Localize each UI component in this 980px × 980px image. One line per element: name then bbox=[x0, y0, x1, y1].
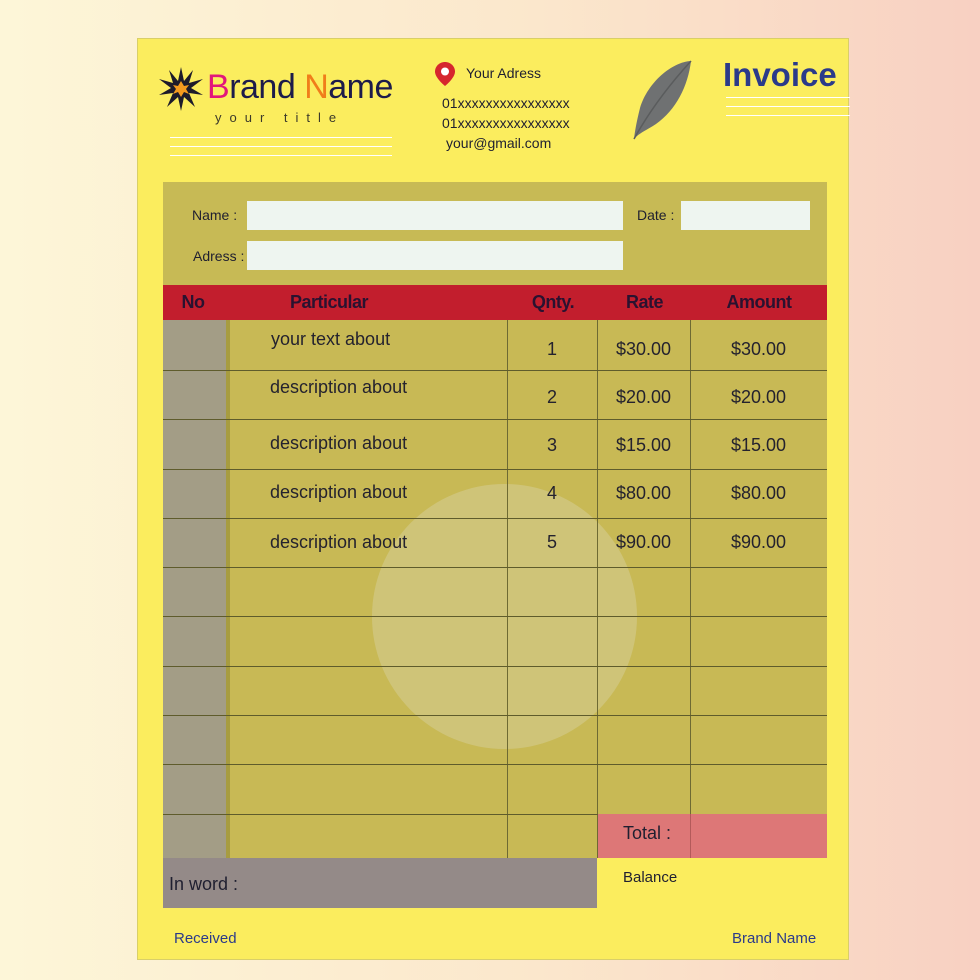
table-header-row bbox=[163, 285, 827, 320]
column-header-qty: Qnty. bbox=[531, 292, 575, 312]
row-5-rate: $90.00 bbox=[615, 532, 672, 552]
row-2-amount: $20.00 bbox=[730, 387, 787, 407]
brand-name-part2: ame bbox=[328, 68, 393, 106]
date-label: Date : bbox=[637, 207, 675, 223]
row-divider bbox=[163, 469, 827, 470]
divider bbox=[726, 106, 850, 107]
row-3-qty: 3 bbox=[546, 435, 557, 455]
row-divider bbox=[163, 715, 827, 716]
address-label: Adress : bbox=[193, 248, 245, 264]
divider bbox=[726, 115, 850, 116]
row-4-amount: $80.00 bbox=[730, 483, 787, 503]
company-email: your@gmail.com bbox=[446, 135, 552, 151]
row-5-amount: $90.00 bbox=[730, 532, 787, 552]
row-divider bbox=[163, 666, 827, 667]
row-divider bbox=[163, 764, 827, 765]
divider bbox=[170, 137, 392, 138]
total-label: Total : bbox=[623, 823, 672, 843]
row-3-particular: description about bbox=[270, 433, 408, 453]
address-field[interactable] bbox=[247, 241, 623, 270]
name-label: Name : bbox=[192, 207, 238, 223]
row-4-rate: $80.00 bbox=[615, 483, 672, 503]
quill-feather-icon bbox=[630, 58, 694, 142]
number-column-edge bbox=[226, 320, 230, 858]
row-1-qty: 1 bbox=[546, 339, 557, 359]
divider bbox=[726, 97, 850, 98]
row-1-rate: $30.00 bbox=[615, 339, 672, 359]
footer-brand-name: Brand Name bbox=[732, 930, 817, 947]
row-5-qty: 5 bbox=[546, 532, 557, 552]
starburst-icon bbox=[158, 66, 204, 112]
brand-letter-n: N bbox=[304, 68, 329, 106]
received-label: Received bbox=[174, 930, 237, 947]
company-phone-2: 01xxxxxxxxxxxxxxxx bbox=[442, 115, 570, 131]
company-phone-1: 01xxxxxxxxxxxxxxxx bbox=[442, 95, 570, 111]
row-divider bbox=[163, 419, 827, 420]
row-4-particular: description about bbox=[270, 482, 408, 502]
in-word-label: In word : bbox=[169, 874, 239, 894]
balance-label: Balance bbox=[623, 869, 678, 886]
row-divider bbox=[163, 567, 827, 568]
brand-name bbox=[207, 68, 393, 107]
row-2-rate: $20.00 bbox=[615, 387, 672, 407]
total-divider bbox=[690, 814, 691, 858]
date-field[interactable] bbox=[681, 201, 810, 230]
row-4-qty: 4 bbox=[546, 483, 557, 503]
row-5-particular: description about bbox=[270, 532, 408, 552]
column-header-particular: Particular bbox=[289, 292, 369, 312]
row-3-rate: $15.00 bbox=[615, 435, 672, 455]
brand-letter-b: B bbox=[207, 68, 230, 106]
row-1-amount: $30.00 bbox=[730, 339, 787, 359]
divider bbox=[170, 146, 392, 147]
row-3-amount: $15.00 bbox=[730, 435, 787, 455]
location-pin-icon bbox=[435, 62, 455, 86]
row-2-particular: description about bbox=[270, 377, 408, 397]
company-address: Your Adress bbox=[466, 65, 541, 81]
column-header-no: No bbox=[181, 292, 205, 312]
brand-name-part1: rand bbox=[229, 68, 305, 106]
divider bbox=[170, 155, 392, 156]
row-divider bbox=[163, 616, 827, 617]
name-field[interactable] bbox=[247, 201, 623, 230]
row-divider bbox=[163, 370, 827, 371]
row-1-particular: your text about bbox=[271, 329, 391, 349]
brand-subtitle: your title bbox=[215, 110, 345, 125]
column-header-rate: Rate bbox=[625, 292, 663, 312]
row-2-qty: 2 bbox=[546, 387, 557, 407]
row-divider bbox=[163, 518, 827, 519]
invoice-title: Invoice bbox=[723, 56, 837, 93]
number-column bbox=[163, 320, 226, 858]
column-header-amount: Amount bbox=[726, 292, 792, 312]
